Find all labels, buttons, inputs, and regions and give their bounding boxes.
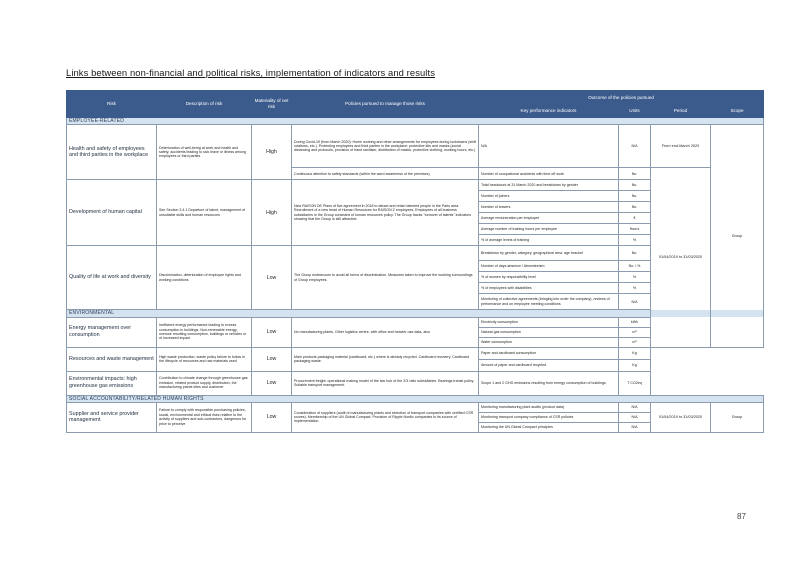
section-social: SOCIAL ACCOUNTABILITY/RELATED HUMAN RIGHTS	[67, 395, 764, 402]
materiality-value: Low	[252, 347, 292, 371]
units-value: No.	[619, 202, 651, 213]
units-value: kWh	[619, 317, 651, 327]
kpi-text: N/A	[479, 125, 619, 168]
scope-value: Group	[711, 125, 764, 347]
kpi-text: Number of leavers	[479, 202, 619, 213]
policy-text: Continuous attention to safety standards (within the word awareness of the premises)	[292, 168, 479, 180]
kpi-text: Number of days absence / Absenteeism	[479, 261, 619, 272]
risk-name: Supplier and service provider management	[67, 402, 157, 432]
risk-description: High waste production, waste policy failure to follow in the lifecycle of resources and raw materials used	[157, 347, 252, 371]
kpi-text: Average number of training hours per employee	[479, 224, 619, 235]
policy-text: New RAISON DE Plans of five agreement in 2018 to attract and retain talented people in the Paris area. Recruitment of a new head of Human Resources for RAISON Z employees. Employees of all business subsidiaries in the Group consisted of human resources policy. The Group tracks "turnover of talents" indicators showing that the Group is still attractive.	[292, 180, 479, 246]
header-kpi: Key performance indicators	[479, 105, 619, 118]
kpi-text: Natural gas consumption	[479, 327, 619, 337]
units-value: %	[619, 283, 651, 294]
kpi-text: Amount of paper and cardboard recycled	[479, 359, 619, 371]
risk-description: Inefficient energy performance leading to excess consumption in buildings. Non-renewable energy, overuse resulting consumption, buildings or vehicles or of increased impact	[157, 317, 252, 347]
scope-value: Group	[711, 402, 764, 432]
materiality-value: Low	[252, 402, 292, 432]
units-value: N/A	[619, 125, 651, 168]
risk-name: Health and safety of employees and third parties in the workplace	[67, 125, 157, 180]
header-outcome: Outcome of the policies pursued	[479, 91, 764, 105]
header-period: Period	[651, 105, 711, 118]
units-value: N/A	[619, 412, 651, 422]
units-value: m³	[619, 337, 651, 347]
risk-name: Development of human capital	[67, 180, 157, 246]
units-value: Kg	[619, 347, 651, 359]
policy-text: During Covid-19 (from March 2020): Home working and other arrangements for employees during lockdowns (shift rotations, etc.). Protecting employees and third parties in the workplace: protective kits and masks (social distancing and protocols, provision of hand sanitiser, distribution of masks, protective clothing, working hours, etc.)	[292, 125, 479, 168]
kpi-text: Breakdown by gender, category, geographical area, age bracket	[479, 246, 619, 261]
kpi-text: Electricity consumption	[479, 317, 619, 327]
kpi-text: Monitoring the UN Global Compact principles	[479, 422, 619, 432]
header-materiality: Materiality of net risk	[252, 91, 292, 118]
materiality-value: High	[252, 180, 292, 246]
kpi-text: Scope 1 and 2 GHG emissions resulting from energy consumption of buildings	[479, 371, 619, 395]
units-value: T CO2eq	[619, 371, 651, 395]
page-title: Links between non-financial and political risks, implementation of indicators and results	[66, 67, 435, 78]
risk-table	[66, 90, 764, 433]
header-policies: Policies pursued to manage those risks	[292, 91, 479, 118]
units-value: %	[619, 235, 651, 246]
kpi-text: Monitoring manufacturing plant audits (product data)	[479, 402, 619, 412]
policy-text: The Group endeavours to avoid all forms of discrimination. Measures taken to improve the working surroundings of Group employees.	[292, 246, 479, 310]
units-value: €	[619, 213, 651, 224]
kpi-text: % of women by responsibility level	[479, 272, 619, 283]
units-value: Hours	[619, 224, 651, 235]
risk-description: Discrimination, deterioration of employee rights and working conditions	[157, 246, 252, 310]
header-description: Description of risk	[157, 91, 252, 118]
materiality-value: High	[252, 125, 292, 180]
kpi-text: Total headcount at 31 March 2020 and breakdown by gender	[479, 180, 619, 191]
kpi-text: Monitoring transport company compliance of CSR policies	[479, 412, 619, 422]
period-value: 01/04/2019 to 31/03/2020	[651, 402, 711, 432]
header-units: Units	[619, 105, 651, 118]
policy-text: No manufacturing plants. Other logistics centre, with office and heavier-use data, also	[292, 317, 479, 347]
section-employee: EMPLOYEE-RELATED	[67, 118, 764, 125]
policy-text: Main products packaging material (cardboard, etc.) where is already recycled. Cardboard recovery. Cardboard packaging waste.	[292, 347, 479, 371]
units-value: No.	[619, 191, 651, 202]
policy-text: Procurement freight: operational making model of the two hub of the 2/3 ratio subsidiaries. Bearings transit policy. Suitable transport management.	[292, 371, 479, 395]
units-value: No.	[619, 180, 651, 191]
risk-name: Quality of life at work and diversity	[67, 246, 157, 310]
risk-description: Deterioration of well-being at work and health and safety, accidents leading to sick leave or illness among employees or third parties	[157, 125, 252, 180]
kpi-text: Number of joiners	[479, 191, 619, 202]
page-number: 87	[737, 512, 746, 521]
units-value: N/A	[619, 422, 651, 432]
kpi-text: Paper and cardboard consumption	[479, 347, 619, 359]
policy-text: Consideration of suppliers (audit of manufacturing plants and selection of transport companies with certified CSR scores). Membership of the UN Global Compact. Provision of Ripple Nordic companies to its source of implementation.	[292, 402, 479, 432]
kpi-text: Monitoring of collective agreements (bringing into order the company), reviews of performance and on employee meeting conditions	[479, 294, 619, 310]
risk-name: Resources and waste management	[67, 347, 157, 371]
materiality-value: Low	[252, 246, 292, 310]
risk-description: Failure to comply with responsible purchasing policies, social, environmental and ethical risks relative to the activity of suppliers and sub-contractors, dangerous for price to perceive	[157, 402, 252, 432]
kpi-text: Water consumption	[479, 337, 619, 347]
kpi-text: % of employees with disabilities	[479, 283, 619, 294]
period-value: From end-March 2020	[651, 125, 711, 168]
units-value: Kg	[619, 359, 651, 371]
units-value: %	[619, 272, 651, 283]
units-value: No.	[619, 246, 651, 261]
units-value: No.	[619, 168, 651, 180]
header-risk: Risk	[67, 91, 157, 118]
period-value: 01/04/2019 to 31/03/2020	[651, 168, 711, 347]
units-value: No. / %	[619, 261, 651, 272]
risk-name: Environmental impacts: high greenhouse gas emissions	[67, 371, 157, 395]
risk-description: See Section 3.4.1 Departure of talent, management of unsuitable skills and human resources	[157, 180, 252, 246]
kpi-text: Average remuneration per employee	[479, 213, 619, 224]
materiality-value: Low	[252, 371, 292, 395]
materiality-value: Low	[252, 317, 292, 347]
risk-name: Energy management over consumption	[67, 317, 157, 347]
kpi-text: % of average levels of training	[479, 235, 619, 246]
kpi-text: Number of occupational accidents with time off work	[479, 168, 619, 180]
risk-description: Contribution to climate change through greenhouse gas emission, related product supply, distribution, the manufacturing plants sites and customer	[157, 371, 252, 395]
units-value: N/A	[619, 294, 651, 310]
header-scope: Scope	[711, 105, 764, 118]
units-value: m³	[619, 327, 651, 337]
units-value: N/A	[619, 402, 651, 412]
section-environmental: ENVIRONMENTAL	[67, 310, 764, 317]
